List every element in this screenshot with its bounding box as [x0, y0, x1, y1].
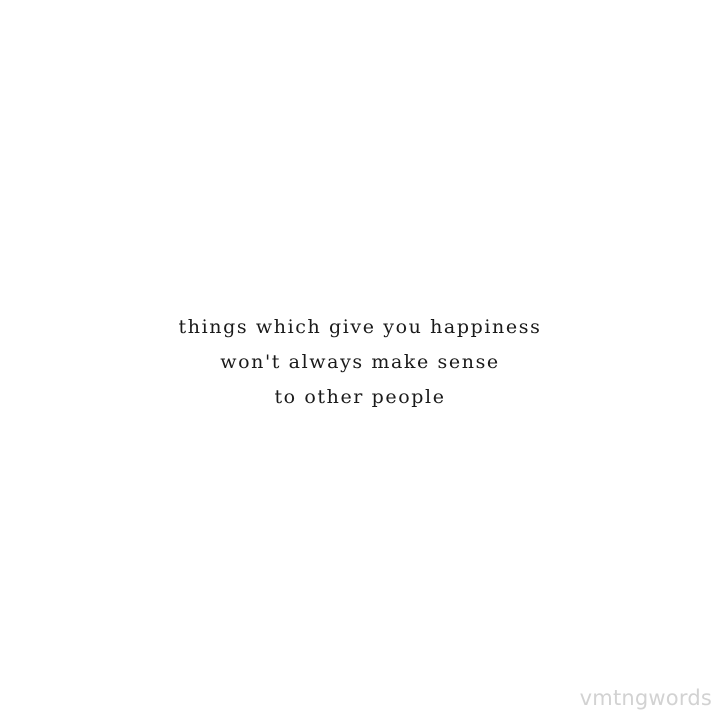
quote-line-3: to other people [274, 386, 446, 408]
quote-text [0, 310, 720, 415]
quote-line-1: things which give you happiness [178, 316, 542, 338]
quote-line-2: won't always make sense [220, 351, 500, 373]
watermark: vmtngwords [579, 686, 712, 710]
